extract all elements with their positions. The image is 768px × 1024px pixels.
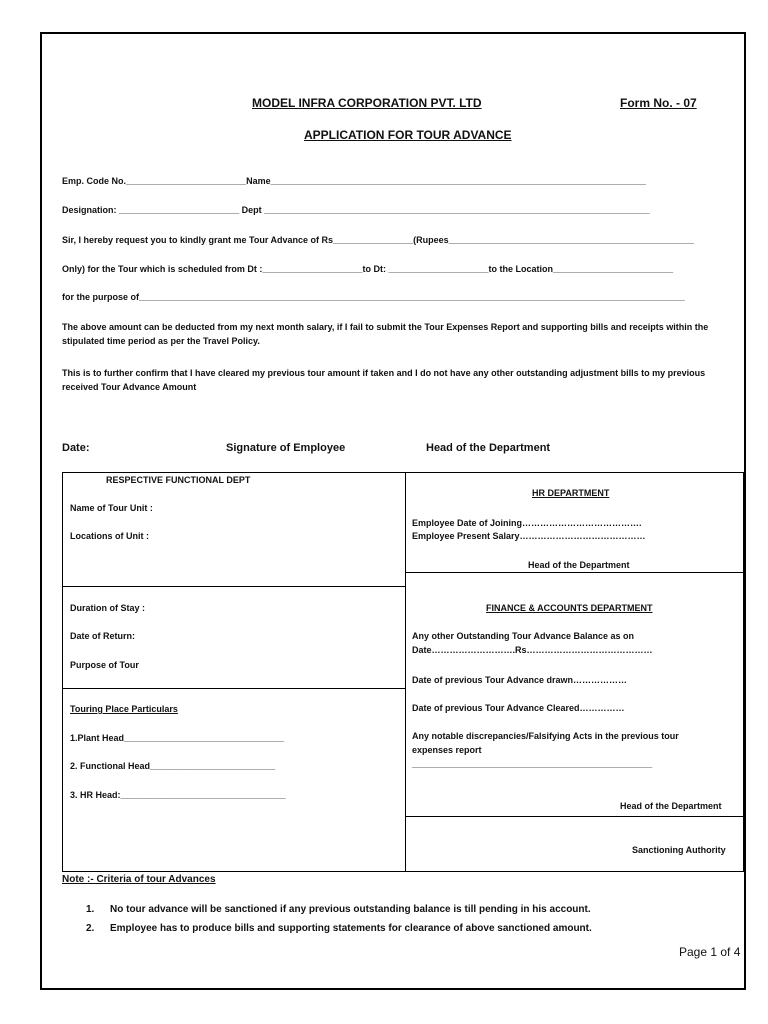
touring-particulars-heading: Touring Place Particulars xyxy=(70,704,178,714)
return-date-label[interactable]: Date of Return: xyxy=(70,631,135,641)
finance-department-heading: FINANCE & ACCOUNTS DEPARTMENT xyxy=(486,603,653,613)
sanctioning-authority-label: Sanctioning Authority xyxy=(632,845,726,855)
hr-department-heading: HR DEPARTMENT xyxy=(532,488,610,498)
functional-head-line[interactable]: 2. Functional Head_________________________ xyxy=(70,761,276,771)
duration-label[interactable]: Duration of Stay : xyxy=(70,603,146,613)
company-name: MODEL INFRA CORPORATION PVT. LTD xyxy=(252,96,482,110)
advance-amount-line[interactable]: Sir, I hereby request you to kindly grant me Tour Advance of Rs________________(Rupees_________________________________________________ xyxy=(62,235,694,245)
note-item-2: Employee has to produce bills and supporting statements for clearance of above sanctioned amount. xyxy=(110,923,592,934)
confirmation-paragraph: This is to further confirm that I have cleared my previous tour amount if taken and I do not have any other outstanding adjustment bills to my previous received Tour Advance Amount xyxy=(62,368,706,392)
advance-drawn-line[interactable]: Date of previous Tour Advance drawn……………… xyxy=(412,675,628,685)
plant-head-line[interactable]: 1.Plant Head________________________________ xyxy=(70,733,285,743)
hr-hod-label: Head of the Department xyxy=(528,560,630,570)
date-label: Date: xyxy=(62,442,90,454)
note-heading: Note :- Criteria of tour Advances xyxy=(62,874,216,885)
hod-signature-label: Head of the Department xyxy=(426,442,551,454)
designation-dept-line[interactable]: Designation: ________________________ Dept _____________________________________________________________________________ xyxy=(62,205,650,215)
tour-dates-location-line[interactable]: Only) for the Tour which is scheduled from Dt :____________________to Dt: ____________________to the Location________________________ xyxy=(62,264,674,274)
hr-head-line[interactable]: 3. HR Head:_________________________________ xyxy=(70,790,286,800)
outstanding-balance-label: Any other Outstanding Tour Advance Balance as on xyxy=(412,631,635,641)
note-item-2-marker: 2. xyxy=(86,923,95,934)
discrepancies-line[interactable]: ________________________________________________ xyxy=(412,759,653,769)
emp-code-name-line[interactable]: Emp. Code No.________________________Name___________________________________________________________________________ xyxy=(62,176,647,186)
form-number: Form No. - 07 xyxy=(620,96,697,110)
tour-unit-label[interactable]: Name of Tour Unit : xyxy=(70,503,153,513)
purpose-line[interactable]: for the purpose of_____________________________________________________________________________________________________________ xyxy=(62,292,685,302)
discrepancies-label: Any notable discrepancies/Falsifying Acts in the previous tour xyxy=(412,731,679,741)
advance-cleared-line[interactable]: Date of previous Tour Advance Cleared…………… xyxy=(412,703,625,713)
note-item-1: No tour advance will be sanctioned if any previous outstanding balance is till pending in his account. xyxy=(110,904,591,915)
deduction-paragraph: The above amount can be deducted from my next month salary, if I fail to submit the Tour Expenses Report and supporting bills and receipts within the stipulated time period as per the Travel Policy. xyxy=(62,322,709,346)
discrepancies-label-cont: expenses report xyxy=(412,745,482,755)
locations-label[interactable]: Locations of Unit : xyxy=(70,531,149,541)
form-title: APPLICATION FOR TOUR ADVANCE xyxy=(304,128,512,142)
page-number: Page 1 of 4 xyxy=(679,945,741,959)
form-page xyxy=(40,32,746,990)
employee-signature-label: Signature of Employee xyxy=(226,442,346,454)
date-of-joining-line[interactable]: Employee Date of Joining…………………………………. xyxy=(412,518,642,528)
functional-dept-heading: RESPECTIVE FUNCTIONAL DEPT xyxy=(106,475,251,485)
outstanding-balance-line[interactable]: Date……………………….Rs…………………………………… xyxy=(412,645,653,655)
finance-hod-label: Head of the Department xyxy=(620,801,722,811)
purpose-label[interactable]: Purpose of Tour xyxy=(70,660,139,670)
present-salary-line[interactable]: Employee Present Salary…………………………………… xyxy=(412,531,646,541)
note-item-1-marker: 1. xyxy=(86,904,95,915)
